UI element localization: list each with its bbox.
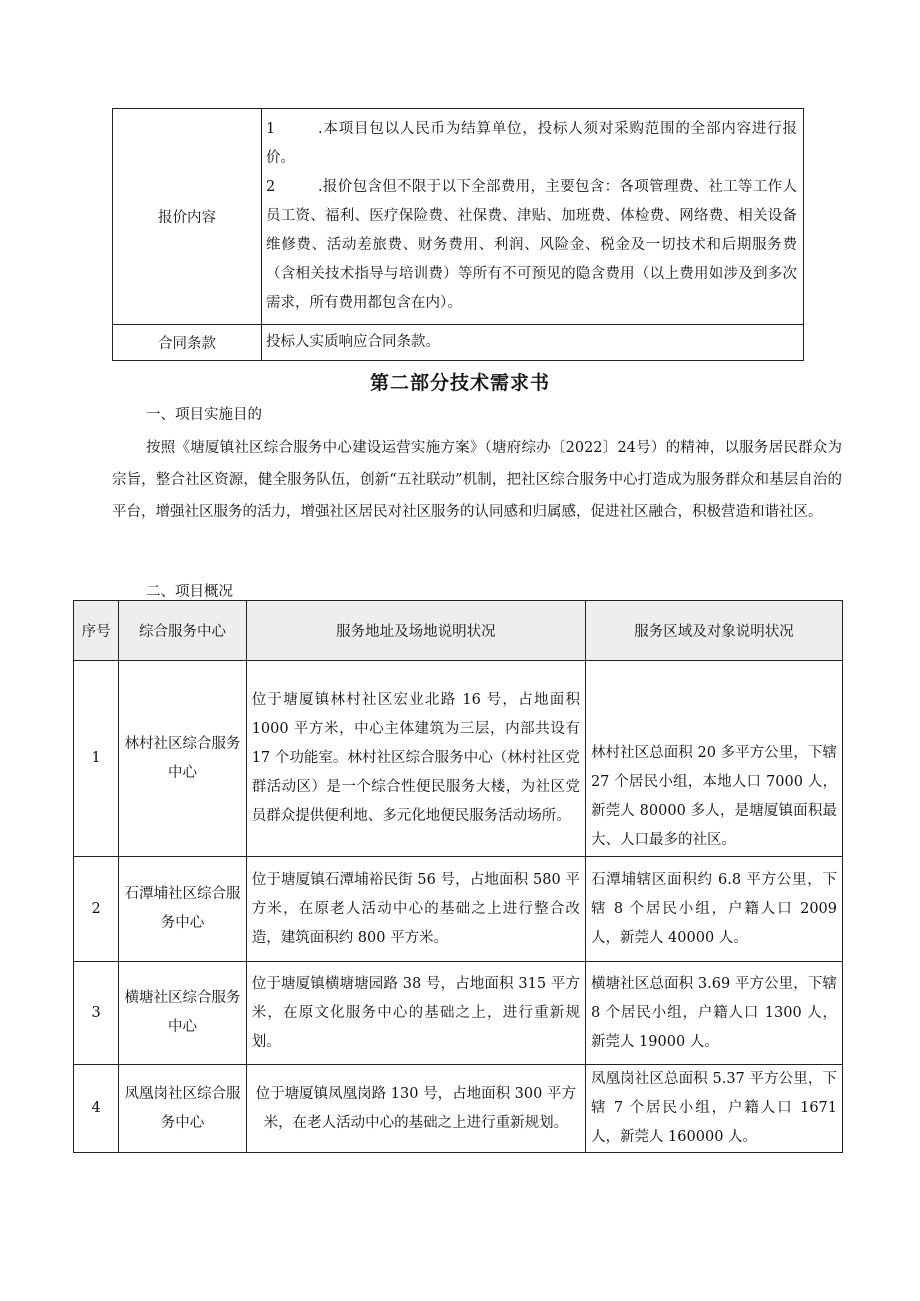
row-address: 位于塘厦镇石潭埔裕民街 56 号，占地面积 580 平方米，在原老人活动中心的基础之上进行整合改造，建筑面积约 800 平方米。: [246, 857, 585, 962]
row-index: 2: [74, 857, 119, 962]
row-address: 位于塘厦镇凤凰岗路 130 号，占地面积 300 平方米，在老人活动中心的基础之上进行重新规划。: [246, 1065, 585, 1153]
table-row: [74, 1065, 843, 1153]
table-row: [74, 962, 843, 1065]
table-row: [74, 661, 843, 857]
quote-content-row: [113, 109, 804, 325]
project-purpose-paragraph: 按照《塘厦镇社区综合服务中心建设运营实施方案》（塘府综办〔2022〕24号）的精神，以服务居民群众为宗旨，整合社区资源，健全服务队伍，创新“五社联动”机制，把社区综合服务中心打造成为服务群众和基层自治的平台，增强社区服务的活力，增强社区居民对社区服务的认同感和归属感，促进社区融合，积极营造和谐社区。: [112, 440, 842, 520]
project-purpose-heading: 一、项目实施目的: [146, 407, 262, 423]
row-area: 凤凰岗社区总面积 5.37 平方公里，下辖 7 个居民小组，户籍人口 1671 人，新莞人 160000 人。: [585, 1065, 842, 1153]
quote-content-text: [262, 109, 804, 325]
header-address: 服务地址及场地说明状况: [246, 601, 585, 661]
row-address: 位于塘厦镇横塘塘园路 38 号，占地面积 315 平方米，在原文化服务中心的基础之上，进行重新规划。: [246, 962, 585, 1065]
section-title: 第二部分技术需求书: [369, 372, 550, 394]
row-area: 石潭埔辖区面积约 6.8 平方公里，下辖 8 个居民小组，户籍人口 2009 人，新莞人 40000 人。: [585, 857, 842, 962]
header-area: 服务区域及对象说明状况: [585, 601, 842, 661]
row-index: 4: [74, 1065, 119, 1153]
row-center-name: 凤凰岗社区综合服务中心: [119, 1065, 246, 1153]
row-index: 1: [74, 661, 119, 857]
contract-terms-label: 合同条款: [113, 325, 262, 361]
table-row: [74, 857, 843, 962]
row-area: 林村社区总面积 20 多平方公里，下辖 27 个居民小组，本地人口 7000 人，新莞人 80000 多人，是塘厦镇面积最大、人口最多的社区。: [585, 661, 842, 857]
contract-terms-row: [113, 325, 804, 361]
quote-item-1-text: .本项目包以人民币为结算单位，投标人须对采购范围的全部内容进行报价。: [266, 121, 797, 166]
quote-terms-table: [112, 108, 804, 361]
row-index: 3: [74, 962, 119, 1065]
overview-header-row: [74, 601, 843, 661]
row-center-name: 石潭埔社区综合服务中心: [119, 857, 246, 962]
row-area: 横塘社区总面积 3.69 平方公里，下辖 8 个居民小组，户籍人口 1300 人，新莞人 19000 人。: [585, 962, 842, 1065]
header-index: 序号: [74, 601, 119, 661]
quote-item-2-text: .报价包含但不限于以下全部费用，主要包含：各项管理费、社工等工作人员工资、福利、医疗保险费、社保费、津贴、加班费、体检费、网络费、相关设备维修费、活动差旅费、财务费用、利润、风险金、税金及一切技术和后期服务费（含相关技术指导与培训费）等所有不可预见的隐含费用（以上费用如涉及到多次需求，所有费用都包含在内）。: [266, 179, 797, 311]
contract-terms-text: 投标人实质响应合同条款。: [262, 325, 804, 361]
quote-item-2: [266, 173, 797, 318]
project-overview-table: [73, 600, 843, 1153]
row-address: 位于塘厦镇林村社区宏业北路 16 号，占地面积 1000 平方米，中心主体建筑为三层，内部共设有 17 个功能室。林村社区综合服务中心（林村社区党群活动区）是一个综合性便民服务大楼，为社区党员群众提供便利地、多元化地便民服务活动场所。: [246, 661, 585, 857]
project-overview-heading: 二、项目概况: [146, 584, 233, 600]
header-center: 综合服务中心: [119, 601, 246, 661]
quote-item-1-number: 1: [266, 121, 276, 137]
quote-content-label: 报价内容: [113, 109, 262, 325]
quote-item-2-number: 2: [266, 179, 276, 195]
row-center-name: 横塘社区综合服务中心: [119, 962, 246, 1065]
row-center-name: 林村社区综合服务中心: [119, 661, 246, 857]
quote-item-1: [266, 115, 797, 173]
